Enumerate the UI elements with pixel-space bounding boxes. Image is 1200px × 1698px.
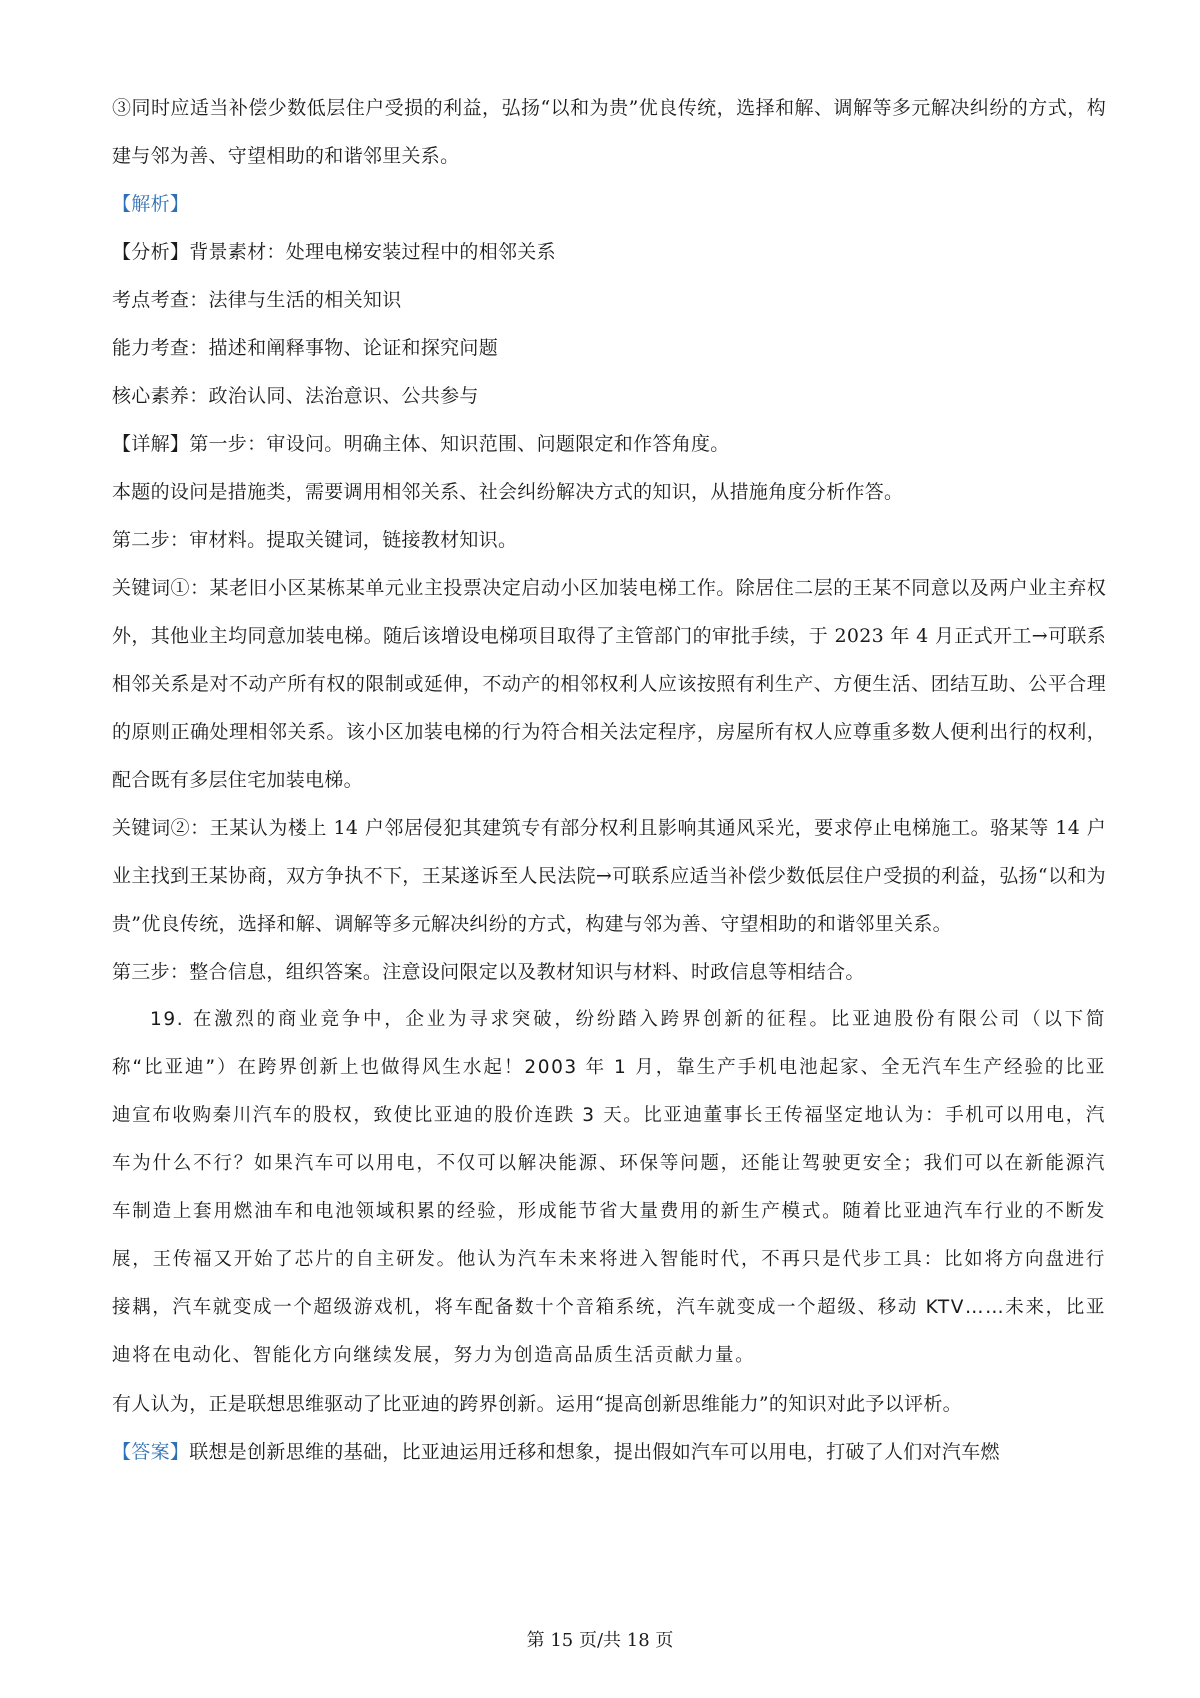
answer-text: 联想是创新思维的基础，比亚迪运用迁移和想象，提出假如汽车可以用电，打破了人们对汽车燃: [189, 1441, 1000, 1463]
page-content: [112, 84, 1106, 1476]
suyang-line: 核心素养：政治认同、法治意识、公共参与: [112, 385, 479, 407]
kaodian-line: 考点考查：法律与生活的相关知识: [112, 289, 402, 311]
fenxi-text: 背景素材：处理电梯安装过程中的相邻关系: [189, 241, 556, 263]
question-19-ask: 有人认为，正是联想思维驱动了比亚迪的跨界创新。运用“提高创新思维能力”的知识对此予以评析。: [112, 1393, 962, 1415]
nengli-line: 能力考查：描述和阐释事物、论证和探究问题: [112, 337, 499, 359]
xiangjie-line: [112, 420, 1106, 468]
jiexi-tag: 【解析】: [112, 193, 190, 215]
page-number-footer: 第 15 页/共 18 页: [526, 1630, 674, 1651]
jiexi-heading: [112, 180, 1106, 228]
step3-line: 第三步：整合信息，组织答案。注意设问限定以及教材知识与材料、时政信息等相结合。: [112, 961, 865, 983]
step2-line: 第二步：审材料。提取关键词，链接教材知识。: [112, 529, 518, 551]
xiangjie-text: 第一步：审设问。明确主体、知识范围、问题限定和作答角度。: [189, 433, 730, 455]
xiangjie-tag: 【详解】: [112, 433, 190, 455]
fenxi-tag: 【分析】: [112, 241, 190, 263]
answer-line: [112, 1428, 1106, 1476]
answer-point-3: ③同时应适当补偿少数低层住户受损的利益，弘扬“以和为贵”优良传统，选择和解、调解等多元解决纠纷的方式，构建与邻为善、守望相助的和谐邻里关系。: [112, 97, 1106, 167]
fenxi-line: [112, 228, 1106, 276]
keyword-1-paragraph: 关键词①：某老旧小区某栋某单元业主投票决定启动小区加装电梯工作。除居住二层的王某不同意以及两户业主弃权外，其他业主均同意加装电梯。随后该增设电梯项目取得了主管部门的审批手续，于 2023 年 4 月正式开工→可联系相邻关系是对不动产所有权的限制或延伸，不动产的相邻权利人应该按照有利生产、方便生活、团结互助、公平合理的原则正确处理相邻关系。该小区加装电梯的行为符合相关法定程序，房屋所有权人应尊重多数人便利出行的权利，配合既有多层住宅加装电梯。: [112, 577, 1106, 791]
question-19-paragraph: 19. 在激烈的商业竞争中，企业为寻求突破，纷纷踏入跨界创新的征程。比亚迪股份有限公司（以下简称“比亚迪”）在跨界创新上也做得风生水起！2003 年 1 月，靠生产手机电池起家、全无汽车生产经验的比亚迪宣布收购秦川汽车的股权，致使比亚迪的股价连跌 3 天。比亚迪董事长王传福坚定地认为：手机可以用电，汽车为什么不行？如果汽车可以用电，不仅可以解决能源、环保等问题，还能让驾驶更安全；我们可以在新能源汽车制造上套用燃油车和电池领域积累的经验，形成能节省大量费用的新生产模式。随着比亚迪汽车行业的不断发展，王传福又开始了芯片的自主研发。他认为汽车未来将进入智能时代，不再只是代步工具：比如将方向盘进行接耦，汽车就变成一个超级游戏机，将车配备数十个音箱系统，汽车就变成一个超级、移动 KTV……未来，比亚迪将在电动化、智能化方向继续发展，努力为创造高品质生活贡献力量。: [112, 1009, 1106, 1366]
answer-tag: 【答案】: [112, 1441, 190, 1463]
keyword-2-paragraph: 关键词②：王某认为楼上 14 户邻居侵犯其建筑专有部分权利且影响其通风采光，要求停止电梯施工。骆某等 14 户业主找到王某协商，双方争执不下，王某遂诉至人民法院→可联系应适当补偿少数低层住户受损的利益，弘扬“以和为贵”优良传统，选择和解、调解等多元解决纠纷的方式，构建与邻为善、守望相助的和谐邻里关系。: [112, 817, 1106, 935]
shewen-line: 本题的设问是措施类，需要调用相邻关系、社会纠纷解决方式的知识，从措施角度分析作答。: [112, 481, 904, 503]
